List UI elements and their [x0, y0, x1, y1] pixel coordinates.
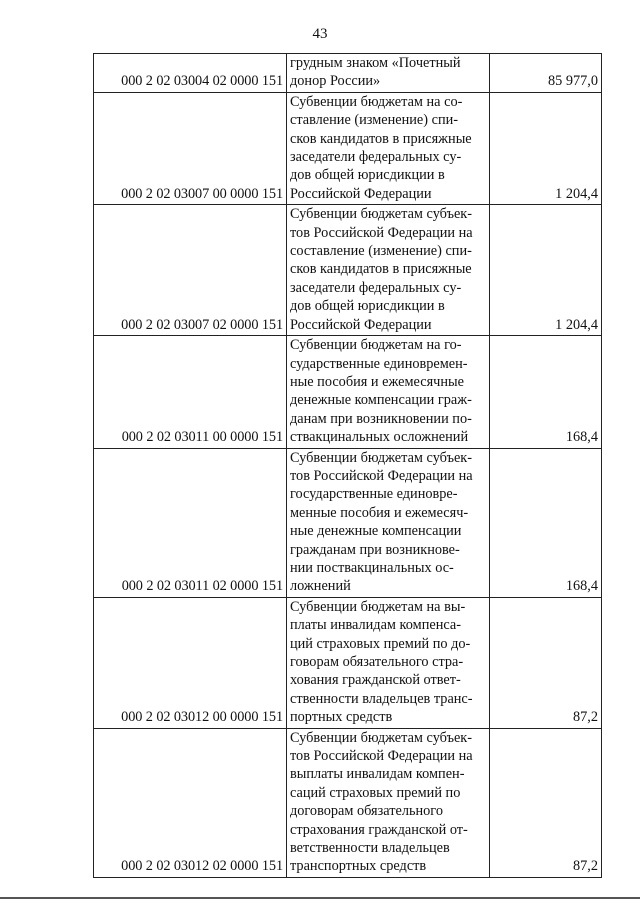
description-line: составление (изменение) спи- [290, 243, 472, 260]
table-row [94, 336, 602, 448]
amount-value: 87,2 [490, 728, 602, 877]
amount-value: 1 204,4 [490, 205, 602, 336]
amount-value: 168,4 [490, 336, 602, 448]
description-line: тов Российской Федерации на [290, 224, 473, 241]
budget-classification-code: 000 2 02 03012 02 0000 151 [94, 728, 287, 877]
description-line: Субвенции бюджетам субъек- [290, 206, 473, 223]
description-line: денежные компенсации граж- [290, 392, 472, 409]
description-line: Субвенции бюджетам на вы- [290, 598, 466, 615]
budget-revenue-table [93, 53, 602, 878]
revenue-description [287, 92, 490, 204]
budget-classification-code: 000 2 02 03007 00 0000 151 [94, 92, 287, 204]
page-number: 43 [312, 26, 328, 42]
description-line: дов общей юрисдикции в [290, 167, 445, 184]
description-line: ций страховых премий по до- [290, 635, 471, 652]
description-line: ные пособия и ежемесячные [290, 373, 464, 390]
description-line: хования гражданской ответ- [290, 672, 461, 689]
description-line: заседатели федеральных су- [290, 279, 462, 296]
description-line: ставление (изменение) спи- [290, 112, 459, 129]
amount-value: 1 204,4 [490, 92, 602, 204]
description-line: сударственные единовремен- [290, 355, 468, 372]
amount-value: 168,4 [490, 448, 602, 597]
description-line: ветственности владельцев [290, 840, 450, 857]
revenue-description [287, 448, 490, 597]
description-line: грудным знаком «Почетный [290, 55, 461, 71]
description-line: ные денежные компенсации [290, 523, 462, 540]
description-line: Субвенции бюджетам на го- [290, 337, 462, 354]
description-line: договорам обязательного [290, 803, 443, 820]
revenue-description [287, 728, 490, 877]
description-line: дов общей юрисдикции в [290, 298, 445, 315]
table-row [94, 728, 602, 877]
description-line: говорам обязательного стра- [290, 654, 464, 670]
description-line: Российской Федерации [290, 185, 432, 202]
revenue-description [287, 597, 490, 728]
budget-classification-code: 000 2 02 03004 02 0000 151 [94, 54, 287, 93]
budget-classification-code: 000 2 02 03011 00 0000 151 [94, 336, 287, 448]
description-line: ственности владельцев транс- [290, 690, 473, 707]
revenue-description [287, 54, 490, 93]
amount-value: 87,2 [490, 597, 602, 728]
description-line: тов Российской Федерации на [290, 467, 473, 484]
description-line: ствакцинальных осложнений [290, 429, 469, 446]
description-line: тов Российской Федерации на [290, 748, 473, 765]
description-line: транспортных средств [290, 858, 427, 875]
description-line: Субвенции бюджетам субъек- [290, 449, 473, 466]
description-line: данам при возникновении по- [290, 410, 472, 427]
table-row [94, 597, 602, 728]
description-line: Субвенции бюджетам на со- [290, 93, 463, 110]
description-line: саций страховых премий по [290, 784, 461, 801]
description-line: сков кандидатов в присяжные [290, 130, 472, 147]
description-line: сков кандидатов в присяжные [290, 261, 472, 278]
description-line: донор России» [290, 73, 381, 90]
table-row [94, 205, 602, 336]
table-row [94, 54, 602, 93]
description-line: платы инвалидам компенса- [290, 617, 461, 634]
table-row [94, 92, 602, 204]
description-line: Субвенции бюджетам субъек- [290, 729, 473, 746]
budget-classification-code: 000 2 02 03012 00 0000 151 [94, 597, 287, 728]
description-line: страхования гражданской от- [290, 821, 468, 838]
revenue-description [287, 336, 490, 448]
description-line: менные пособия и ежемесяч- [290, 504, 469, 521]
description-line: Российской Федерации [290, 316, 432, 333]
description-line: ложнений [290, 578, 351, 595]
revenue-description [287, 205, 490, 336]
description-line: портных средств [290, 709, 393, 726]
page-bottom-rule [0, 897, 640, 899]
description-line: государственные единовре- [290, 486, 458, 503]
amount-value: 85 977,0 [490, 54, 602, 93]
description-line: нии поствакцинальных ос- [290, 559, 454, 576]
budget-classification-code: 000 2 02 03007 02 0000 151 [94, 205, 287, 336]
description-line: выплаты инвалидам компен- [290, 766, 465, 783]
table-body [94, 54, 602, 878]
table-row [94, 448, 602, 597]
description-line: заседатели федеральных су- [290, 149, 462, 166]
budget-classification-code: 000 2 02 03011 02 0000 151 [94, 448, 287, 597]
description-line: гражданам при возникнове- [290, 541, 460, 558]
